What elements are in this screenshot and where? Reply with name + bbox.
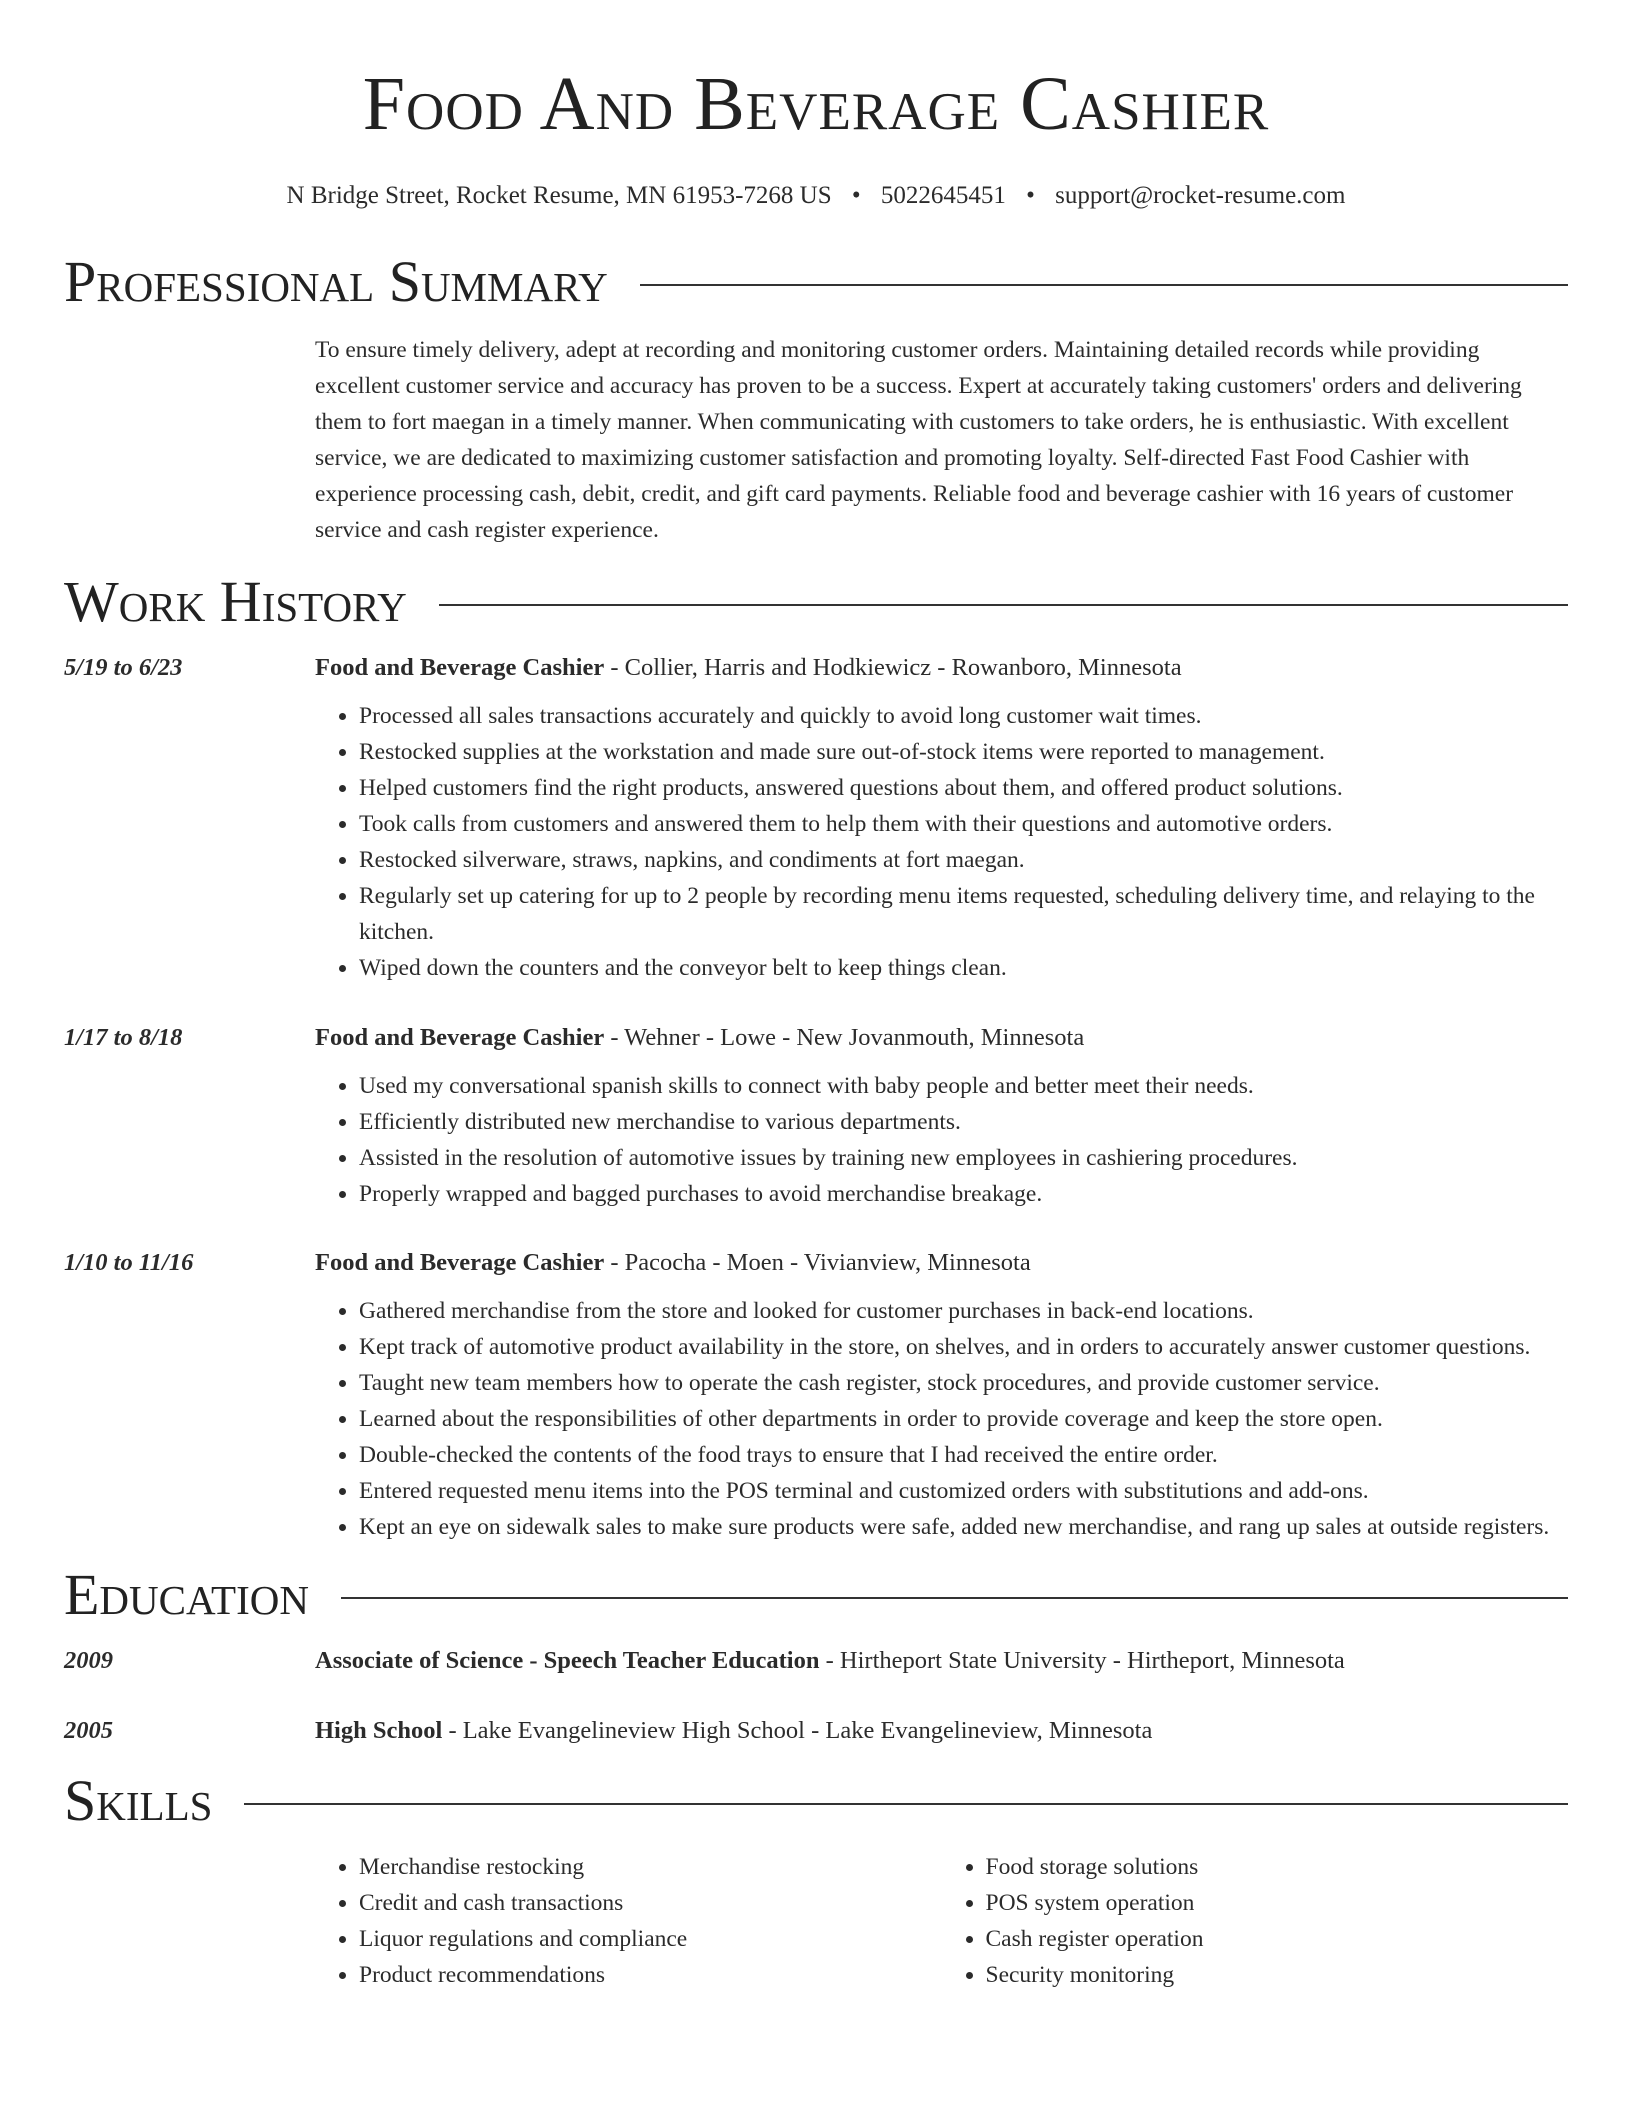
skill-item: • POS system operation: [986, 1885, 1569, 1921]
job-role: Food and Beverage Cashier: [315, 1249, 605, 1276]
list-item: • Restocked supplies at the workstation and made sure out-of-stock items were reported to management.: [359, 734, 1568, 770]
list-item: • Entered requested menu items into the POS terminal and customized orders with substitutions and add-ons.: [359, 1473, 1568, 1509]
list-item: • Assisted in the resolution of automotive issues by training new employees in cashiering procedures.: [359, 1140, 1568, 1176]
job-employer: - Collier, Harris and Hodkiewicz - Rowanboro, Minnesota: [604, 654, 1182, 681]
education-year: 2005: [64, 1717, 113, 1744]
skill-item: • Liquor regulations and compliance: [359, 1921, 942, 1957]
contact-email: support@rocket-resume.com: [1055, 182, 1346, 209]
section-title-work: Work History: [64, 569, 407, 634]
skill-item: • Food storage solutions: [986, 1849, 1569, 1885]
summary-text: To ensure timely delivery, adept at recording and monitoring customer orders. Maintaining detailed records while providing excellent customer service and accuracy has proven to be a success. Expert at accurately taking customers' orders and delivering them to fort maegan in a timely manner. When communicating with customers to take orders, he is enthusiastic. With excellent service, we are dedicated to maximizing customer satisfaction and promoting loyalty. Self-directed Fast Food Cashier with experience processing cash, debit, credit, and gift card payments. Reliable food and beverage cashier with 16 years of customer service and cash register experience.: [315, 337, 1522, 543]
list-item: • Gathered merchandise from the store and looked for customer purchases in back-end locations.: [359, 1293, 1568, 1329]
job-entry: [64, 1020, 1568, 1212]
list-item: • Processed all sales transactions accurately and quickly to avoid long customer wait times.: [359, 698, 1568, 734]
skills-list: [315, 1849, 1568, 1993]
job-title: [315, 1245, 1568, 1281]
job-dates: 1/17 to 8/18: [64, 1024, 183, 1051]
job-entry: [64, 1245, 1568, 1545]
job-bullets: [315, 698, 1568, 986]
section-divider: [439, 604, 1568, 606]
education-entry: [64, 1713, 1568, 1749]
job-role: Food and Beverage Cashier: [315, 1024, 605, 1051]
job-entry: [64, 650, 1568, 986]
education-year: 2009: [64, 1647, 113, 1674]
list-item: • Helped customers find the right products, answered questions about them, and offered product solutions.: [359, 770, 1568, 806]
education-degree: Associate of Science - Speech Teacher Education: [315, 1647, 820, 1674]
skills-column-right: [942, 1849, 1569, 1993]
section-divider: [640, 284, 1568, 286]
section-title-summary: Professional Summary: [64, 249, 608, 314]
skills-column-left: [315, 1849, 942, 1993]
section-divider: [244, 1803, 1568, 1805]
education-school: - Lake Evangelineview High School - Lake Evangelineview, Minnesota: [442, 1717, 1153, 1744]
job-bullets: [315, 1068, 1568, 1212]
work-section-header: [64, 570, 1568, 634]
list-item: • Wiped down the counters and the conveyor belt to keep things clean.: [359, 950, 1568, 986]
contact-separator: •: [1026, 182, 1035, 209]
contact-line: [64, 180, 1568, 212]
list-item: • Regularly set up catering for up to 2 people by recording menu items requested, scheduling delivery time, and relaying to the kitchen.: [359, 878, 1568, 950]
contact-phone: 5022645451: [880, 182, 1006, 209]
education-school: - Hirtheport State University - Hirtheport, Minnesota: [819, 1647, 1345, 1674]
job-bullets: [315, 1293, 1568, 1545]
job-dates: 1/10 to 11/16: [64, 1249, 194, 1276]
candidate-name: Food And Beverage Cashier: [362, 62, 1270, 146]
education-title: [315, 1643, 1345, 1679]
job-role: Food and Beverage Cashier: [315, 654, 605, 681]
list-item: • Learned about the responsibilities of other departments in order to provide coverage and keep the store open.: [359, 1401, 1568, 1437]
education-entry: [64, 1643, 1568, 1679]
list-item: • Kept an eye on sidewalk sales to make sure products were safe, added new merchandise, and rang up sales at outside registers.: [359, 1509, 1568, 1545]
skill-item: • Credit and cash transactions: [359, 1885, 942, 1921]
job-employer: - Wehner - Lowe - New Jovanmouth, Minnesota: [604, 1024, 1085, 1051]
list-item: • Properly wrapped and bagged purchases to avoid merchandise breakage.: [359, 1176, 1568, 1212]
contact-address: N Bridge Street, Rocket Resume, MN 61953-7268 US: [286, 182, 832, 209]
summary-section-header: [64, 250, 1568, 314]
job-dates: 5/19 to 6/23: [64, 654, 183, 681]
list-item: • Used my conversational spanish skills to connect with baby people and better meet their needs.: [359, 1068, 1568, 1104]
list-item: • Took calls from customers and answered them to help them with their questions and automotive orders.: [359, 806, 1568, 842]
education-section-header: [64, 1563, 1568, 1627]
education-title: [315, 1713, 1152, 1749]
section-title-skills: Skills: [64, 1768, 213, 1833]
section-divider: [341, 1597, 1568, 1599]
job-title: [315, 650, 1568, 686]
skill-item: • Cash register operation: [986, 1921, 1569, 1957]
list-item: • Double-checked the contents of the food trays to ensure that I had received the entire order.: [359, 1437, 1568, 1473]
job-employer: - Pacocha - Moen - Vivianview, Minnesota: [604, 1249, 1031, 1276]
contact-separator: •: [851, 182, 861, 209]
list-item: • Restocked silverware, straws, napkins, and condiments at fort maegan.: [359, 842, 1568, 878]
list-item: • Taught new team members how to operate the cash register, stock procedures, and provide customer service.: [359, 1365, 1568, 1401]
education-degree: High School: [315, 1717, 443, 1744]
section-title-education: Education: [64, 1562, 309, 1627]
skill-item: • Security monitoring: [986, 1957, 1569, 1993]
skills-section-header: [64, 1769, 1568, 1833]
list-item: • Efficiently distributed new merchandise to various departments.: [359, 1104, 1568, 1140]
job-title: [315, 1020, 1568, 1056]
skill-item: • Product recommendations: [359, 1957, 942, 1993]
list-item: • Kept track of automotive product availability in the store, on shelves, and in orders to accurately answer customer questions.: [359, 1329, 1568, 1365]
skill-item: • Merchandise restocking: [359, 1849, 942, 1885]
